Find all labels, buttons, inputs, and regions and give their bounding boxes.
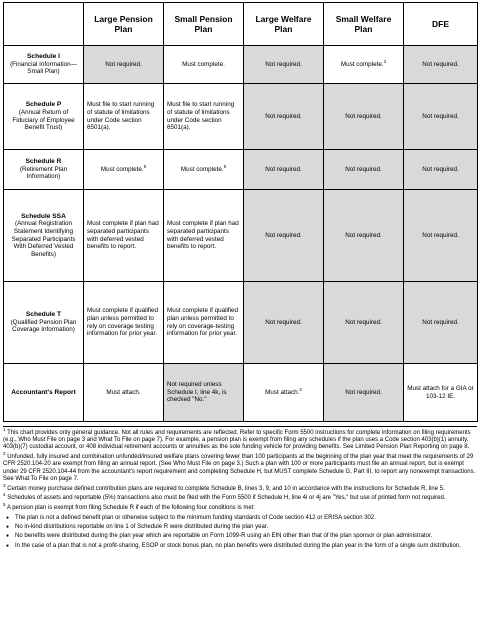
requirement-cell (324, 282, 404, 364)
requirement-text: Must attach for a GIA or 103-12 IE. (407, 384, 474, 400)
footnote-number: 1 (3, 427, 6, 432)
requirement-cell (244, 282, 324, 364)
requirement-cell (324, 150, 404, 190)
requirement-text: Not required. (265, 231, 302, 239)
requirement-cell (404, 84, 478, 150)
row-label (4, 150, 84, 190)
header-large-welfare-plan: Large Welfare Plan (244, 3, 324, 46)
requirement-text: Not required. (422, 112, 459, 120)
condition-bullet: ● No benefits were distributed during the plan year which are reportable on Form 1099-R using an EIN other than that of the plan sponsor or plan administrator. (3, 533, 477, 540)
requirement-cell (404, 190, 478, 282)
header-dfe: DFE (404, 3, 478, 46)
requirement-cell (404, 282, 478, 364)
requirement-text: Must file to start running of statute of limitations under Code section 6501(a). (87, 101, 155, 132)
requirement-cell (84, 46, 164, 84)
requirement-cell (164, 84, 244, 150)
requirement-text: Must attach. (106, 388, 141, 396)
table-row (4, 282, 478, 364)
requirement-cell (324, 84, 404, 150)
schedule-title: Schedule SSA (21, 212, 66, 220)
footnote-text: A pension plan is exempt from filing Schedule R if each of the following four conditions is met: (6, 505, 255, 512)
requirement-text: Must complete. (182, 60, 225, 68)
requirement-cell (244, 364, 324, 422)
requirements-table (3, 2, 478, 422)
requirement-cell (164, 46, 244, 84)
header-blank (4, 3, 84, 46)
requirement-cell (324, 364, 404, 422)
table-body (4, 46, 478, 422)
requirement-cell (84, 282, 164, 364)
footnote-number: 5 (3, 502, 6, 508)
requirement-text: Not required unless Schedule I, line 4k, is checked "No." (167, 381, 227, 404)
schedule-title: Schedule I (27, 53, 60, 61)
requirement-text: Not required. (105, 60, 142, 68)
requirement-text: Must complete. (100, 165, 144, 173)
requirement-text: Must complete if qualified plan unless permitted to rely on coverage-testing information for prior year. (167, 307, 239, 338)
requirement-text: Must complete if plan had separated participants with deferred vested benefits to report. (167, 220, 239, 251)
requirement-text: Must attach. (265, 388, 300, 396)
table-row (4, 84, 478, 150)
schedule-title: Schedule P (25, 101, 62, 109)
header-small-pension-plan: Small Pension Plan (164, 3, 244, 46)
row-label (4, 46, 84, 84)
footnote-text: Certain money purchase defined contribution plans are required to complete Schedule B, lines 3, 9, and 10 in accordance with the instructions for Schedule R, line 5. (7, 485, 445, 492)
table-row (4, 364, 478, 422)
requirement-text: Must complete. (180, 165, 224, 173)
schedule-subtitle: (Qualified Pension Plan Coverage Information) (10, 318, 77, 334)
requirement-cell (164, 150, 244, 190)
row-label (4, 190, 84, 282)
requirement-cell (324, 190, 404, 282)
footnote-text: Schedules of assets and reportable (5%) transactions also must be filed with the Form 5500 if Schedule H, line 4i or 4j are "Yes," but use of printed form not required. (7, 495, 446, 502)
requirement-text: Not required. (422, 60, 459, 68)
footnote (3, 492, 477, 502)
row-label (4, 282, 84, 364)
requirement-text: Not required. (265, 60, 302, 68)
footnotes (3, 427, 477, 550)
requirement-text: Not required. (265, 318, 302, 326)
requirement-cell (84, 190, 164, 282)
schedule-requirements-page (3, 2, 477, 550)
requirement-text: Must file to start running of statute of limitations under Code section 6501(a). (167, 101, 235, 132)
schedule-subtitle: (Retirement Plan Information) (19, 165, 68, 181)
requirement-text: Not required. (265, 165, 302, 173)
requirement-cell (404, 150, 478, 190)
requirement-cell (404, 46, 478, 84)
requirement-cell (164, 282, 244, 364)
requirement-cell (244, 150, 324, 190)
footnote (3, 502, 477, 512)
header-large-pension-plan: Large Pension Plan (84, 3, 164, 46)
requirement-text: Must complete if qualified plan unless permitted to rely on coverage testing information for prior year. (87, 307, 159, 338)
footnote-ref: 2 (299, 386, 302, 392)
requirement-text: Not required. (345, 318, 382, 326)
requirement-text: Not required. (345, 112, 382, 120)
schedule-subtitle: (Annual Registration Statement Identifying Separated Participants With Deferred Vested Benefits) (11, 220, 76, 258)
footnote-number: 2 (3, 451, 6, 457)
requirement-cell (244, 84, 324, 150)
requirement-text: Not required. (345, 165, 382, 173)
footnote-text: Unfunded, fully insured and combination unfunded/insured welfare plans covering fewer than 100 participants at the beginning of the plan year that meet the requirements of 29 CFR 2520.104-20 are exempt from filing an annual report. (See Who Must File on page 3.) Such a plan with 100 or more participants must file an annual report, but is exempt under 29 CFR 2520.104-44 from the accountant's report requirement and completing Schedule H, but MUST complete Schedule G, Part III, to report any nonexempt transactions. See What To File on page 7. (3, 454, 476, 482)
footnote-ref: 5 (223, 163, 227, 169)
requirement-text: Not required. (422, 165, 459, 173)
requirement-cell (164, 364, 244, 422)
requirement-text: Must complete if plan had separated participants with deferred vested benefits to report. (87, 220, 159, 251)
divider (3, 426, 477, 427)
schedule-title: Schedule T (25, 311, 62, 319)
requirement-text: Not required. (422, 318, 459, 326)
requirement-text: Not required. (345, 231, 382, 239)
requirement-cell (84, 364, 164, 422)
footnote (3, 427, 477, 452)
schedule-subtitle: (Financial Information— Small Plan) (10, 60, 77, 76)
condition-bullet: ● No in-kind distributions reportable on line 1 of Schedule R were distributed during the plan year. (3, 524, 477, 531)
schedule-title: Accountant's Report (11, 388, 76, 396)
requirement-cell (84, 84, 164, 150)
requirement-cell (164, 190, 244, 282)
schedule-title: Schedule R (25, 158, 62, 166)
condition-bullet: ● In the case of a plan that is not a profit-sharing, ESOP or stock bonus plan, no plan benefits were distributed during the plan year in the form of a single sum distribution. (3, 543, 477, 550)
requirement-cell (404, 364, 478, 422)
requirement-text: Not required. (422, 231, 459, 239)
footnote-text: This chart provides only general guidance. Not all rules and requirements are reflected. Refer to specific Form 5500 instructions for complete information on filing requirements (e.g., Who Must File on page 3 and What To File on page 7). For example, a pension plan is exempt from filing any schedules if the plan uses a Code section 403(b)(1) annuity, 403(b)(7) custodial account, or 408 individual retirement accounts or annuities as the sole funding vehicle for providing benefits. See Limited Pension Plan Reporting on page 8. (3, 430, 471, 451)
footnote (3, 451, 477, 483)
footnote-ref: 3 (383, 58, 387, 64)
condition-bullet: ● The plan is not a defined benefit plan or otherwise subject to the minimum funding standards of Code section 412 or ERISA section 302. (3, 515, 477, 522)
row-label (4, 84, 84, 150)
footnote-number: 4 (3, 492, 6, 498)
requirement-text: Must complete. (340, 60, 384, 68)
row-label (4, 364, 84, 422)
requirement-cell (244, 190, 324, 282)
table-row (4, 46, 478, 84)
requirement-text: Not required. (345, 388, 382, 396)
requirement-text: Not required. (265, 112, 302, 120)
footnote-ref: 5 (143, 163, 147, 169)
requirement-cell (244, 46, 324, 84)
footnote (3, 482, 477, 493)
schedule-subtitle: (Annual Return of Fiduciary of Employee Benefit Trust) (12, 108, 75, 132)
table-row (4, 150, 478, 190)
footnote-number: 3 (3, 482, 6, 488)
requirement-cell (84, 150, 164, 190)
requirement-cell (324, 46, 404, 84)
header-row (4, 3, 478, 46)
header-small-welfare-plan: Small Welfare Plan (324, 3, 404, 46)
table-row (4, 190, 478, 282)
